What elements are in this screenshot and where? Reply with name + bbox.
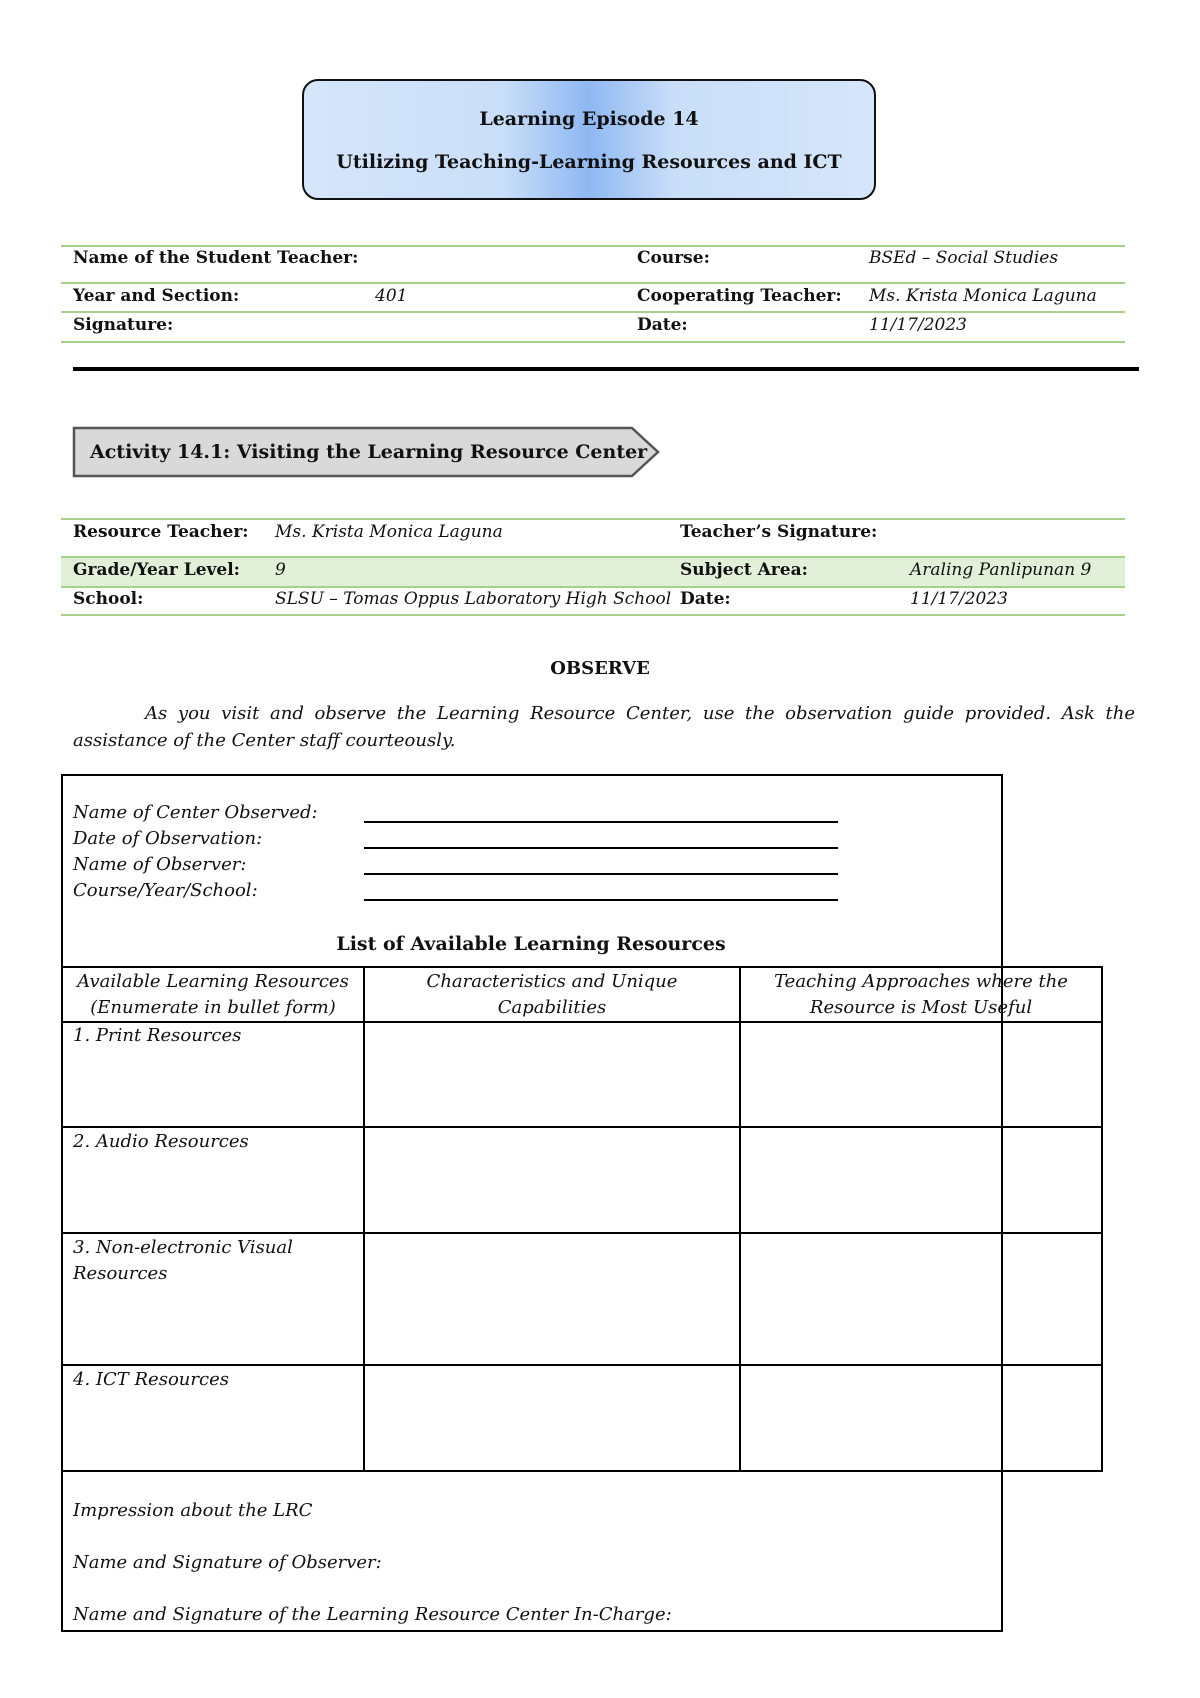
center-observed-label: Name of Center Observed: (73, 802, 318, 823)
subject-area-label: Subject Area: (680, 560, 808, 580)
grade-level-label: Grade/Year Level: (73, 560, 240, 580)
observe-instruction: As you visit and observe the Learning Resource Center, use the observation guide provided. Ask the assistance of the Center staff courteously. (73, 703, 1135, 751)
episode-title-box (302, 79, 876, 200)
course-value: BSEd – Social Studies (869, 248, 1059, 268)
observer-signature-label: Name and Signature of Observer: (73, 1552, 382, 1573)
cooperating-teacher-label: Cooperating Teacher: (637, 286, 842, 306)
header-characteristics: Characteristics and Unique Capabilities (426, 971, 678, 1018)
header-available-resources: Available Learning Resources (Enumerate in bullet form) (77, 971, 349, 1018)
student-name-label: Name of the Student Teacher: (73, 248, 359, 268)
header-teaching-approaches: Teaching Approaches where the Resource is Most Useful (774, 971, 1068, 1018)
course-label: Course: (637, 248, 710, 268)
observe-heading: OBSERVE (550, 658, 650, 679)
resource-teacher-value: Ms. Krista Monica Laguna (275, 522, 503, 542)
resource-teacher-label: Resource Teacher: (73, 522, 249, 542)
row-print-resources: 1. Print Resources (73, 1025, 242, 1046)
activity-title: Activity 14.1: Visiting the Learning Resource Center (90, 441, 648, 463)
observation-date-line[interactable] (364, 847, 838, 849)
school-value: SLSU – Tomas Oppus Laboratory High School (275, 589, 672, 609)
year-section-label: Year and Section: (73, 286, 240, 306)
row-audio-resources: 2. Audio Resources (73, 1131, 249, 1152)
observer-name-line[interactable] (364, 873, 838, 875)
row-ict-resources: 4. ICT Resources (73, 1369, 229, 1390)
center-observed-line[interactable] (364, 821, 838, 823)
resource-date-label: Date: (680, 589, 731, 609)
date-label: Date: (637, 315, 688, 335)
episode-subtitle: Utilizing Teaching-Learning Resources and ICT (336, 151, 842, 173)
subject-area-value: Araling Panlipunan 9 (910, 560, 1092, 580)
course-year-school-line[interactable] (364, 899, 838, 901)
section-divider (73, 367, 1139, 371)
observer-name-label: Name of Observer: (73, 854, 247, 875)
resource-date-value: 11/17/2023 (910, 589, 1008, 609)
impression-label: Impression about the LRC (73, 1500, 313, 1521)
incharge-signature-label: Name and Signature of the Learning Resource Center In-Charge: (73, 1604, 672, 1625)
grade-level-value: 9 (275, 560, 286, 580)
year-section-value: 401 (375, 286, 408, 306)
cooperating-teacher-value: Ms. Krista Monica Laguna (869, 286, 1097, 306)
row-visual-resources: 3. Non-electronic Visual Resources (73, 1237, 293, 1284)
date-value: 11/17/2023 (869, 315, 967, 335)
school-label: School: (73, 589, 144, 609)
signature-label: Signature: (73, 315, 174, 335)
episode-title: Learning Episode 14 (479, 108, 699, 130)
course-year-school-label: Course/Year/School: (73, 880, 258, 901)
resource-list-title: List of Available Learning Resources (336, 933, 726, 955)
observation-date-label: Date of Observation: (73, 828, 263, 849)
teacher-signature-label: Teacher’s Signature: (680, 522, 878, 542)
